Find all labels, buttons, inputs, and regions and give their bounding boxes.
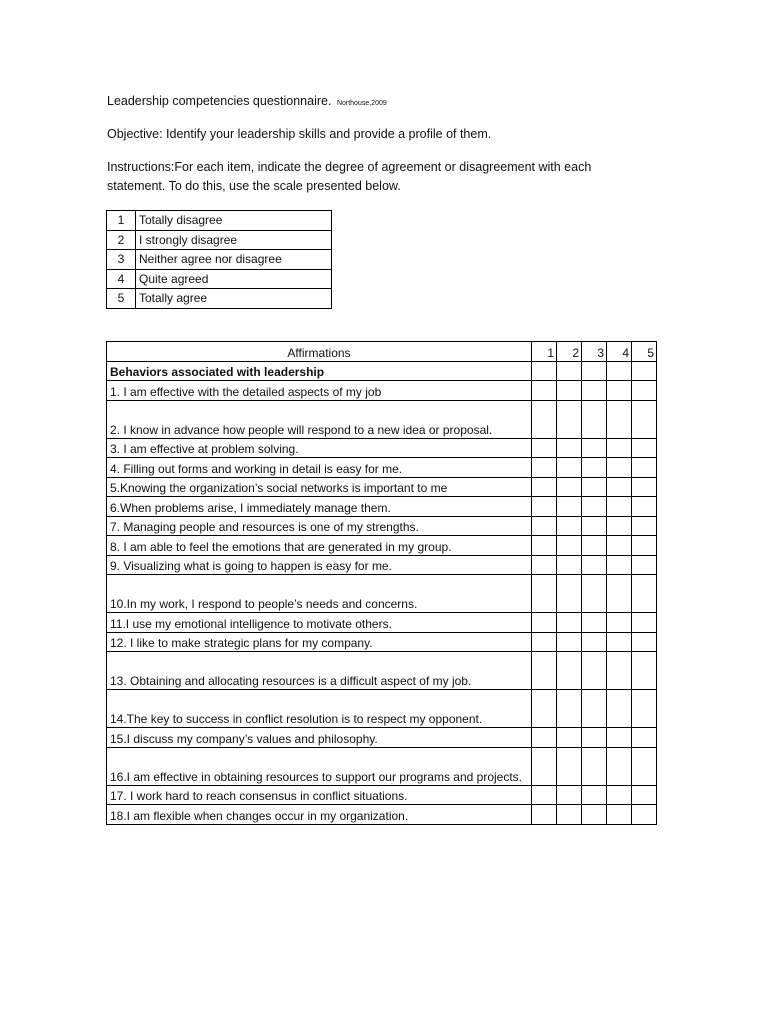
- affirmation-text: 9. Visualizing what is going to happen is easy for me.: [107, 555, 532, 575]
- scale-value: 5: [107, 289, 136, 309]
- rating-cell[interactable]: [607, 400, 632, 438]
- rating-cell[interactable]: [532, 400, 557, 438]
- rating-cell[interactable]: [557, 438, 582, 458]
- rating-cell[interactable]: [532, 381, 557, 401]
- scale-row: [107, 289, 332, 309]
- rating-cell[interactable]: [582, 613, 607, 633]
- rating-cell[interactable]: [532, 516, 557, 536]
- rating-cell[interactable]: [607, 516, 632, 536]
- rating-cell[interactable]: [532, 632, 557, 652]
- affirmation-text: 8. I am able to feel the emotions that are generated in my group.: [107, 536, 532, 556]
- scale-label: Totally disagree: [136, 211, 332, 231]
- scale-value: 3: [107, 250, 136, 270]
- rating-cell[interactable]: [632, 785, 657, 805]
- affirmation-row: [107, 497, 657, 517]
- affirmation-row: [107, 555, 657, 575]
- rating-cell[interactable]: [632, 497, 657, 517]
- rating-cell[interactable]: [532, 652, 557, 690]
- rating-cell[interactable]: [557, 632, 582, 652]
- rating-cell[interactable]: [582, 477, 607, 497]
- rating-cell[interactable]: [582, 632, 607, 652]
- rating-cell[interactable]: [532, 747, 557, 785]
- affirmation-text: 18.I am flexible when changes occur in my organization.: [107, 805, 532, 825]
- rating-cell[interactable]: [532, 477, 557, 497]
- rating-cell[interactable]: [532, 613, 557, 633]
- rating-cell[interactable]: [607, 805, 632, 825]
- rating-cell[interactable]: [532, 361, 557, 381]
- affirmations-header: Affirmations: [107, 342, 532, 362]
- rating-cell[interactable]: [582, 438, 607, 458]
- affirmation-row: [107, 381, 657, 401]
- scale-label: I strongly disagree: [136, 230, 332, 250]
- scale-value: 4: [107, 269, 136, 289]
- rating-cell[interactable]: [557, 361, 582, 381]
- rating-cell[interactable]: [532, 438, 557, 458]
- affirmation-text: 5.Knowing the organization’s social networks is important to me: [107, 477, 532, 497]
- affirmation-text: 2. I know in advance how people will respond to a new idea or proposal.: [107, 400, 532, 438]
- rating-cell[interactable]: [557, 728, 582, 748]
- rating-cell[interactable]: [557, 555, 582, 575]
- rating-cell[interactable]: [557, 458, 582, 478]
- affirmation-text: 3. I am effective at problem solving.: [107, 438, 532, 458]
- affirmation-row: [107, 728, 657, 748]
- rating-cell[interactable]: [532, 555, 557, 575]
- rating-cell[interactable]: [607, 785, 632, 805]
- rating-cell[interactable]: [632, 381, 657, 401]
- scale-column-header: 1: [532, 342, 557, 362]
- rating-cell[interactable]: [582, 536, 607, 556]
- objective-text: Objective: Identify your leadership skills and provide a profile of them.: [107, 127, 492, 141]
- rating-cell[interactable]: [582, 361, 607, 381]
- rating-cell[interactable]: [607, 381, 632, 401]
- rating-cell[interactable]: [582, 458, 607, 478]
- scale-row: [107, 250, 332, 270]
- rating-cell[interactable]: [607, 728, 632, 748]
- affirmation-row: [107, 477, 657, 497]
- rating-cell[interactable]: [557, 400, 582, 438]
- rating-cell[interactable]: [582, 555, 607, 575]
- rating-cell[interactable]: [632, 747, 657, 785]
- rating-cell[interactable]: [532, 728, 557, 748]
- scale-value: 2: [107, 230, 136, 250]
- rating-cell[interactable]: [557, 652, 582, 690]
- scale-column-header: 5: [632, 342, 657, 362]
- rating-cell[interactable]: [632, 361, 657, 381]
- rating-cell[interactable]: [532, 575, 557, 613]
- scale-row: [107, 269, 332, 289]
- scale-label: Quite agreed: [136, 269, 332, 289]
- affirmation-row: [107, 785, 657, 805]
- scale-column-header: 4: [607, 342, 632, 362]
- scale-row: [107, 211, 332, 231]
- rating-cell[interactable]: [632, 477, 657, 497]
- scale-label: Neither agree nor disagree: [136, 250, 332, 270]
- affirmation-row: [107, 652, 657, 690]
- rating-cell[interactable]: [532, 805, 557, 825]
- rating-cell[interactable]: [557, 575, 582, 613]
- rating-cell[interactable]: [557, 536, 582, 556]
- rating-cell[interactable]: [557, 497, 582, 517]
- scale-label: Totally agree: [136, 289, 332, 309]
- scale-row: [107, 230, 332, 250]
- rating-cell[interactable]: [607, 477, 632, 497]
- scale-value: 1: [107, 211, 136, 231]
- rating-cell[interactable]: [607, 555, 632, 575]
- section-row: [107, 361, 657, 381]
- rating-cell[interactable]: [582, 747, 607, 785]
- rating-cell[interactable]: [632, 438, 657, 458]
- affirmation-text: 14.The key to success in conflict resolution is to respect my opponent.: [107, 690, 532, 728]
- scale-column-header: 3: [582, 342, 607, 362]
- rating-cell[interactable]: [607, 575, 632, 613]
- affirmation-text: 13. Obtaining and allocating resources is a difficult aspect of my job.: [107, 652, 532, 690]
- affirmation-row: [107, 516, 657, 536]
- affirmations-header-row: [107, 342, 657, 362]
- affirmation-text: 10.In my work, I respond to people’s needs and concerns.: [107, 575, 532, 613]
- rating-cell[interactable]: [582, 381, 607, 401]
- rating-cell[interactable]: [557, 477, 582, 497]
- affirmation-text: 1. I am effective with the detailed aspects of my job: [107, 381, 532, 401]
- rating-cell[interactable]: [607, 458, 632, 478]
- affirmation-row: [107, 805, 657, 825]
- rating-cell[interactable]: [582, 516, 607, 536]
- rating-cell[interactable]: [557, 613, 582, 633]
- rating-cell[interactable]: [632, 536, 657, 556]
- scale-table: [106, 210, 332, 309]
- affirmation-text: 6.When problems arise, I immediately manage them.: [107, 497, 532, 517]
- rating-cell[interactable]: [557, 690, 582, 728]
- rating-cell[interactable]: [582, 690, 607, 728]
- affirmation-row: [107, 632, 657, 652]
- affirmation-row: [107, 747, 657, 785]
- affirmation-text: 4. Filling out forms and working in detail is easy for me.: [107, 458, 532, 478]
- rating-cell[interactable]: [632, 516, 657, 536]
- affirmation-row: [107, 536, 657, 556]
- rating-cell[interactable]: [557, 516, 582, 536]
- rating-cell[interactable]: [532, 497, 557, 517]
- rating-cell[interactable]: [607, 632, 632, 652]
- affirmation-text: 16.I am effective in obtaining resources to support our programs and projects.: [107, 747, 532, 785]
- affirmation-text: 12. I like to make strategic plans for my company.: [107, 632, 532, 652]
- rating-cell[interactable]: [532, 785, 557, 805]
- rating-cell[interactable]: [632, 632, 657, 652]
- citation: Northouse,2009: [336, 100, 387, 107]
- rating-cell[interactable]: [582, 728, 607, 748]
- affirmation-text: 15.I discuss my company’s values and philosophy.: [107, 728, 532, 748]
- affirmation-row: [107, 438, 657, 458]
- scale-column-header: 2: [557, 342, 582, 362]
- rating-cell[interactable]: [632, 728, 657, 748]
- rating-cell[interactable]: [557, 805, 582, 825]
- title-text: Leadership competencies questionnaire.: [107, 94, 332, 108]
- rating-cell[interactable]: [582, 400, 607, 438]
- affirmation-text: 7. Managing people and resources is one of my strengths.: [107, 516, 532, 536]
- rating-cell[interactable]: [632, 555, 657, 575]
- rating-cell[interactable]: [607, 361, 632, 381]
- affirmations-body: [107, 361, 657, 824]
- rating-cell[interactable]: [582, 575, 607, 613]
- rating-cell[interactable]: [582, 652, 607, 690]
- rating-cell[interactable]: [632, 652, 657, 690]
- instructions-text: Instructions:For each item, indicate the degree of agreement or disagreement with each statement. To do this, use the scale presented below.: [107, 160, 592, 193]
- rating-cell[interactable]: [632, 458, 657, 478]
- rating-cell[interactable]: [632, 575, 657, 613]
- rating-cell[interactable]: [532, 690, 557, 728]
- rating-cell[interactable]: [557, 747, 582, 785]
- rating-cell[interactable]: [582, 785, 607, 805]
- rating-cell[interactable]: [632, 613, 657, 633]
- rating-cell[interactable]: [607, 747, 632, 785]
- affirmation-text: 17. I work hard to reach consensus in conflict situations.: [107, 785, 532, 805]
- rating-cell[interactable]: [607, 652, 632, 690]
- affirmation-row: [107, 400, 657, 438]
- rating-cell[interactable]: [632, 690, 657, 728]
- rating-cell[interactable]: [582, 805, 607, 825]
- document-title: [107, 92, 387, 113]
- affirmation-row: [107, 575, 657, 613]
- affirmation-row: [107, 690, 657, 728]
- rating-cell[interactable]: [532, 536, 557, 556]
- rating-cell[interactable]: [632, 805, 657, 825]
- rating-cell[interactable]: [557, 785, 582, 805]
- affirmations-table: [106, 341, 657, 825]
- affirmation-row: [107, 613, 657, 633]
- affirmation-text: 11.I use my emotional intelligence to motivate others.: [107, 613, 532, 633]
- affirmation-row: [107, 458, 657, 478]
- rating-cell[interactable]: [582, 497, 607, 517]
- section-title: Behaviors associated with leadership: [107, 361, 532, 381]
- rating-cell[interactable]: [632, 400, 657, 438]
- rating-cell[interactable]: [607, 690, 632, 728]
- rating-cell[interactable]: [532, 458, 557, 478]
- rating-cell[interactable]: [607, 536, 632, 556]
- rating-cell[interactable]: [557, 381, 582, 401]
- rating-cell[interactable]: [607, 613, 632, 633]
- rating-cell[interactable]: [607, 438, 632, 458]
- rating-cell[interactable]: [607, 497, 632, 517]
